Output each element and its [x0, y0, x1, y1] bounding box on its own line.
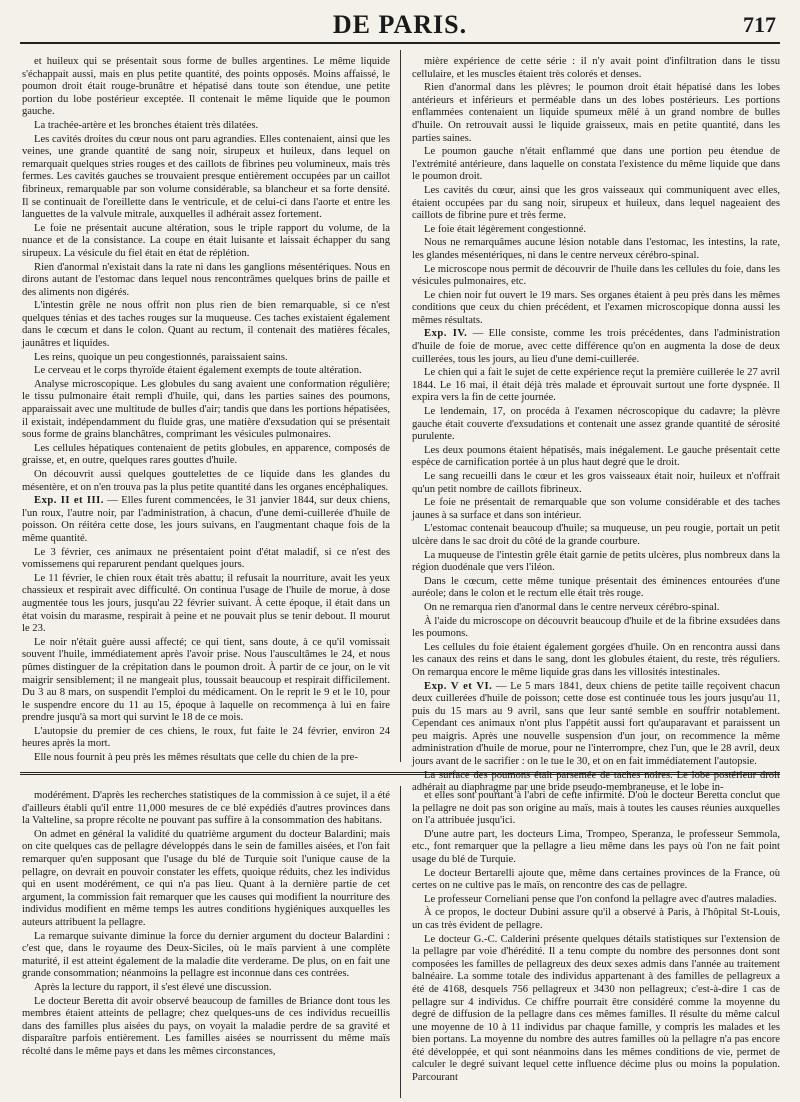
experiment-2-paragraph [22, 495, 390, 545]
article-column-right-top [412, 56, 781, 794]
paragraph: On ne remarqua rien d'anormal dans le centre nerveux cérébro-spinal. [424, 601, 720, 613]
paragraph: Le chien noir fut ouvert le 19 mars. Ses organes étaient à peu près dans les mêmes conditions que ceux du chien précédent, et l'examen microscopique donna aussi les mêmes résultats. [412, 289, 780, 326]
paragraph: Le 11 février, le chien roux était très abattu; il refusait la nourriture, avait les yeux chassieux et respirait avec difficulté. On continua l'usage de l'huile de morue, à dose augmentée tous les jours, jusqu'au 22 février suivant. À cette époque, il était dans un état voisin du marasme, respirait à peine et ne pouvait plus se tenir debout. Il mourut le 23. [22, 572, 390, 635]
paragraph: Le foie ne présentait de remarquable que son volume considérable et des taches jaunes à sa surface et dans son intérieur. [412, 497, 780, 521]
paragraph: Le 3 février, ces animaux ne présentaient point d'état maladif, si ce n'est des vomissemens qui reparurent pendant quelques jours. [22, 546, 390, 571]
paragraph: Rien d'anormal n'existait dans la rate ni dans les ganglions mésentériques. Nous en dirons autant de l'estomac dans lequel nous rencontrâmes quelques brins de paille et des aliments non digérés. [22, 261, 390, 298]
paragraph: Les cavités droites du cœur nous ont paru agrandies. Elles contenaient, ainsi que les veines, une grande quantité de sang noir, sirupeux et huileux, dans lequel on remarquait quelques stries rouges et des caillots de fibrines peu volumineux, mais très fermes. Les cavités gauches se trouvaient presque entièrement occupées par un caillot fibrineux, remarquable par son volume considérable, sa blancheur et sa forte densité. Il se continuait de l'oreillette dans le ventricule, et de celui-ci dans l'aorte et entre les languettes de la valvule mitrale, auxquelles il adhérait assez fortement. [22, 133, 390, 221]
paragraph: La trachée-artère et les bronches étaient très dilatées. [34, 119, 259, 131]
paragraph: Analyse microscopique. Les globules du sang avaient une conformation régulière; le tissu pulmonaire était rempli d'huile, qui, dans les parties saines des poumons, apparaissait avec une multitude de bulles d'air; tandis que dans les portions hépatisées, il existait, indépendamment du fluide gras, une matière d'exsudation qui se présentait sous forme de grains blanchâtres, comprimant les vésicules pulmonaires. [22, 378, 390, 441]
article-column-left-bottom [22, 790, 390, 1098]
experiment-5-heading: Exp. V et VI. [424, 680, 493, 692]
paragraph: Les cavités du cœur, ainsi que les gros vaisseaux qui communiquent avec elles, étaient occupées par du sang noir, sirupeux et huileux, dans lequel nageaient des caillots de fibrine pure et très ferme. [412, 184, 780, 222]
paragraph: et elles sont pourtant à l'abri de cette infirmité. D'où le docteur Beretta conclut que la pellagre ne doit pas son origine au maïs, mais à toutes les causes réunies auxquelles on l'a attribuée jusqu'ici. [412, 790, 780, 827]
column-divider-bottom [400, 786, 401, 1098]
paragraph: Après la lecture du rapport, il s'est élevé une discussion. [34, 981, 272, 993]
paragraph: Le microscope nous permit de découvrir de l'huile dans les cellules du foie, dans les vésicules pulmonaires, etc. [412, 263, 780, 288]
paragraph: L'intestin grêle ne nous offrit non plus rien de bien remarquable, si ce n'est quelques ténias et des taches rouges sur la muqueuse. Ces taches existaient également dans le cœcum et dans le colon. Quant au rectum, il contenait des matières fécales, jaunâtres et liquides. [22, 300, 390, 350]
experiment-4-paragraph [412, 328, 780, 366]
paragraph: Les cellules hépatiques contenaient de petits globules, en apparence, composés de graisse, et, en outre, quelques rares gouttes d'huile. [22, 442, 390, 467]
paragraph: À ce propos, le docteur Dubini assure qu'il a observé à Paris, à l'hôpital St-Louis, un cas très évident de pellagre. [412, 907, 780, 931]
paragraph: Le lendemain, 17, on procéda à l'examen nécroscopique du cadavre; la plèvre gauche était couverte d'exsudations et contenait une assez grande quantité de sérosité purulente. [412, 406, 780, 443]
paragraph: modérément. D'après les recherches statistiques de la commission à ce sujet, il a été d'ailleurs établi qu'il entre 11,000 mesures de ce blé expédiés d'autres provinces dans la Valteline, sa propre récolte ne pouvant pas suffire à la consommation des habitans. [22, 790, 390, 827]
paragraph: À l'aide du microscope on découvrit beaucoup d'huile et de la fibrine exsudées dans les poumons. [412, 615, 780, 640]
paragraph: La remarque suivante diminue la force du dernier argument du docteur Balardini : c'est que, dans le royaume des Deux-Siciles, où le maïs parvient à une complète maturité, il est atteint également de la maladie dite verderame. De plus, on en fait une grande consommation; néanmoins la pellagre est inconnue dans ces contrées. [22, 930, 390, 980]
experiment-2-text: — Elles furent commencées, le 31 janvier 1844, sur deux chiens, l'un roux, l'autre noir, par l'administration, à chacun, d'une demi-cuillerée d'huile de poisson. On réitéra cette dose, les jours suivans, en l'augmentant chaque fois de la même quantité. [22, 495, 390, 544]
paragraph: Les deux poumons étaient hépatisés, mais inégalement. Le gauche présentait cette espèce de carnification portée à un plus haut degré que le droit. [412, 444, 780, 469]
paragraph: Les cellules du foie étaient également gorgées d'huile. On en rencontra aussi dans les canaux des reins et dans le sang, dont les globules étaient, du reste, très réguliers. On remarqua encore le même liquide gras dans les villosités intestinales. [412, 641, 780, 678]
paragraph: Le docteur Beretta dit avoir observé beaucoup de familles de Briance dont tous les membres étaient atteints de pellagre; chez quelques-uns de ces individus recueillis dans des familles plus aisées du pays, on voyait la maladie perdre de sa gravité et disparaître parfois entièrement. Les familles aisées se nourrissent du même maïs récolté dans le même pays et dans les mêmes circonstances, [22, 995, 390, 1057]
paragraph: Le cerveau et le corps thyroïde étaient également exempts de toute altération. [34, 365, 362, 377]
paragraph: Le foie était légèrement congestionné. [424, 223, 587, 235]
article-column-right-bottom [412, 790, 780, 1098]
experiment-5-text: — Le 5 mars 1841, deux chiens de petite taille reçoivent chacun deux cuillerées d'huile de poisson; cette dose est continuée tous les jours jusqu'au 11, puis du 15 mars au 9 avril, sans que leur santé semble en souffrir notablement. Cependant ces animaux n'ont plus l'appétit aussi fort qu'auparavant et paraissent un peu maigris. Après une nouvelle suspension d'un jour, on recommence la même administration d'huile de morue, pour ne l'interrompre, chez l'un, que le 28 avril, deux jours avant de le sacrifier : on le tue le 30, et on en fait immédiatement l'autopsie. [412, 680, 781, 768]
paragraph: mière expérience de cette série : il n'y avait point d'infiltration dans le tissu cellulaire, et les muscles étaient très colorés et denses. [412, 56, 780, 80]
column-divider-top [400, 50, 401, 762]
paragraph: La surface des poumons était parsemée de taches noires. Le lobe postérieur droit adhérait au diaphragme par une bride pseudo-membraneuse, et le lobe in- [412, 769, 780, 794]
paragraph: Nous ne remarquâmes aucune lésion notable dans l'estomac, les intestins, la rate, les glandes mésentériques, ni dans le centre nerveux cérébro-spinal. [412, 237, 780, 261]
paragraph: Les reins, quoique un peu congestionnés, paraissaient sains. [34, 351, 288, 363]
paragraph: Elle nous fournit à peu près les mêmes résultats que celle du chien de la pre- [34, 752, 358, 764]
experiment-4-heading: Exp. IV. [424, 328, 468, 340]
experiment-4-text: — Elle consiste, comme les trois précédentes, dans l'administration d'huile de foie de morue, avec cette différence qu'on en augmenta la dose de deux cuillerées, tous les jours, au lieu d'une demi-cuillerée. [412, 328, 781, 365]
paragraph: On découvrit aussi quelques gouttelettes de ce liquide dans les glandes du mésentère, et on n'en trouva pas la plus petite quantité dans les organes encéphaliques. [22, 469, 390, 493]
paragraph: Le chien qui a fait le sujet de cette expérience reçut la première cuillerée le 27 avril 1844. Le 16 mai, il était déjà très malade et éprouvait surtout une forte dyspnée. Il expira vers la fin de cette journée. [412, 367, 780, 404]
paragraph: Le docteur Bertarelli ajoute que, même dans certaines provinces de la France, où certes on ne cultive pas le maïs, on rencontre des cas de pellagre. [412, 867, 780, 892]
paragraph: L'autopsie du premier de ces chiens, le roux, fut faite le 24 février, environ 24 heures après la mort. [22, 725, 390, 750]
experiment-5-paragraph [412, 681, 780, 769]
paragraph: Rien d'anormal dans les plèvres; le poumon droit était hépatisé dans les lobes antérieurs et inférieurs et perméable dans un des lobes postérieurs. Les portions enflammées contenaient un liquide spumeux mêlé à un grand nombre de bulles d'huile. On retrouvait aussi le liquide graisseux, mais en petite quantité, dans les parties saines. [412, 82, 780, 144]
paragraph: La muqueuse de l'intestin grêle était garnie de petits ulcères, plus nombreux dans la région duodénale que vers l'iléon. [412, 549, 780, 574]
paragraph: Le sang recueilli dans le cœur et les gros vaisseaux était noir, huileux et n'offrait qu'un petit nombre de caillots fibrineux. [412, 471, 780, 495]
paragraph: Le foie ne présentait aucune altération, sous le triple rapport du volume, de la nuance et de la consistance. La coupe en était luisante et laissait échapper du sang sirupeux. La vésicule du fiel était en état de réplétion. [22, 222, 390, 259]
article-column-left-top [22, 56, 390, 764]
experiment-2-heading: Exp. II et III. [34, 495, 104, 507]
page-header [20, 8, 780, 44]
paragraph: Le poumon gauche n'était enflammé que dans une portion peu étendue de l'extrémité antérieure, dans laquelle on constata l'existence du même liquide que dans le poumon droit. [412, 146, 780, 183]
paragraph: Le noir n'était guère aussi affecté; ce qui tient, sans doute, à ce qu'il vomissait souvent l'huile, immédiatement après l'avoir prise. Nous l'auscultâmes le 24, et nous pûmes distinguer de la crépitation dans le poumon droit. À partir de ce jour, on le vit maigrir sensiblement; il ne mangeait plus, toussait beaucoup et respirait difficilement. Du 3 au 8 mars, on suspendit l'emploi du médicament. On le reprit le 9 et le 10, pour le suspendre encore du 11 au 15, époque à laquelle on recommença à lui en faire prendre jusqu'à sa mort qui survint le 18 de ce mois. [22, 636, 390, 724]
paragraph: On admet en général la validité du quatrième argument du docteur Balardini; mais on cite quelques cas de pellagre développés dans le sein de familles aisées, et l'on fait remarquer qu'en supposant que l'usage du blé de Turquie soit l'unique cause de la pellagre, on devrait en pouvoir constater les effets, quoique réduits, chez les individus qui en usent modérément, ce qui n'a pas lieu. Quant à la dernière partie de cet argument, la commission fait remarquer que les causes qui modifient la nourriture des individus modifient en même temps les autres conditions hygiéniques auxquelles les auteurs attribuent la pellagre. [22, 828, 390, 928]
paragraph: et huileux qui se présentait sous forme de bulles argentines. Le même liquide s'échappait aussi, mais en plus petite quantité, des points opposés. Moins affaissé, le poumon droit était rouge-brunâtre et hépatisé dans toute son étendue, une petite portion du lobe postérieur exceptée. Il contenait le même liquide que le poumon gauche. [22, 56, 390, 118]
page-title: DE PARIS. [332, 10, 468, 39]
page-number: 717 [743, 12, 776, 37]
paragraph: Dans le cœcum, cette même tunique présentait des éminences entourées d'une auréole; dans le colon et le rectum elle était très rouge. [412, 575, 780, 600]
paragraph: Le professeur Corneliani pense que l'on confond la pellagre avec d'autres maladies. [424, 893, 777, 905]
paragraph: L'estomac contenait beaucoup d'huile; sa muqueuse, un peu rougie, portait un petit ulcère dans le sac droit du côté de la grande courbure. [412, 523, 780, 547]
paragraph: Le docteur G.-C. Calderini présente quelques détails statistiques sur l'extension de la pellagre par voie d'hérédité. Il a tenu compte du nombre des personnes dont sont composées les familles de pellagreux des deux sexes admis dans l'année au traitement balnéaire. La somme totale des individus appartenant à des familles de pellagreux a été de 4168, desquels 756 pellagreux et 3430 non pellagreux; c'est-à-dire 1 cas de pellagre sur 4 individus. Ce chiffre pourrait être considéré comme la moyenne du degré de diffusion de la pellagre dans ces mêmes familles. Il résulte du même calcul une moyenne de 10 à 11 individus par chaque famille, y compris les malades et les bien portans. La moyenne du nombre des autres familles où la pellagre n'a pas encore été développée, et qui sont néanmoins dans les mêmes conditions de vie, permet de calculer le degré suivant lequel cette influence décime plus ou moins la population. Parcourant [412, 933, 780, 1084]
paragraph: D'une autre part, les docteurs Lima, Trompeo, Speranza, le professeur Semmola, etc., font remarquer que la pellagre a lieu même dans les pays où l'on ne fait point usage du blé de Turquie. [412, 828, 780, 865]
